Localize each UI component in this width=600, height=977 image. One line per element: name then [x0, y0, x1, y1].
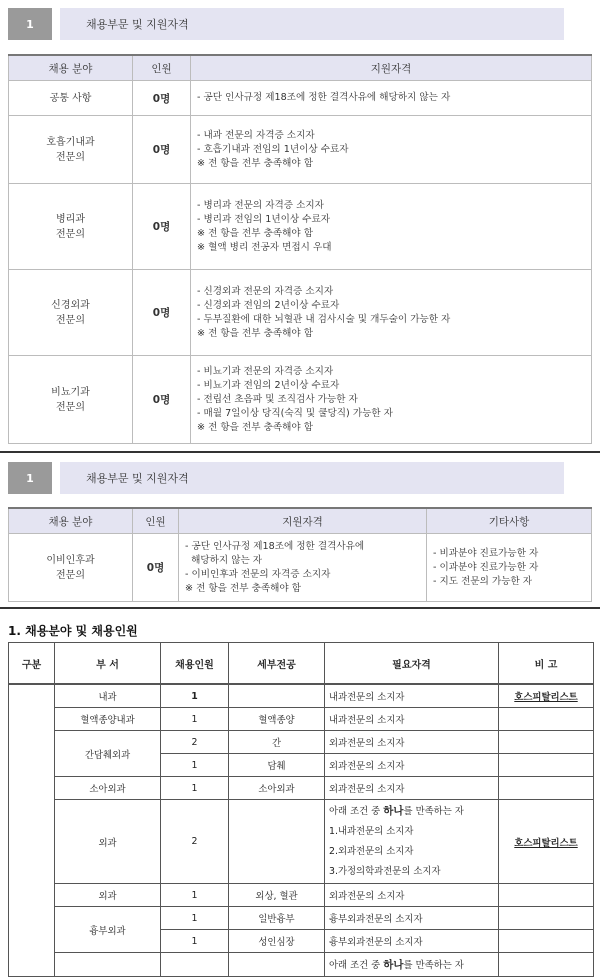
- section2-number: 1: [8, 462, 52, 494]
- section2-table: [8, 507, 592, 602]
- qual-line: 1.내과전문의 소지자: [329, 826, 414, 837]
- section1-table: [8, 54, 592, 444]
- sub-cell: [229, 953, 325, 977]
- table-row: [9, 356, 592, 444]
- note-line: - 이과분야 진료가능한 자: [433, 561, 539, 573]
- qual-emphasis: 하나: [383, 959, 404, 971]
- dept-cell: 혈액종양내과: [55, 708, 161, 731]
- table-row: [9, 800, 594, 884]
- header-field: 채용 분야: [9, 508, 133, 534]
- field-cell: [9, 534, 133, 602]
- section3-title: 1. 채용분야 및 채용인원: [8, 624, 138, 638]
- qual-line: - 병리과 전문의 자격증 소지자: [197, 199, 324, 211]
- table-row: [9, 731, 594, 754]
- qual-line: - 비뇨기과 전임의 2년이상 수료자: [197, 379, 340, 391]
- table-row: [9, 907, 594, 930]
- field-cell: [9, 81, 133, 116]
- count-cell: 0명: [133, 534, 179, 602]
- dept-cell: 내과: [55, 684, 161, 708]
- qual-text: 아래 조건 중: [329, 806, 384, 817]
- header-category: 구분: [9, 643, 55, 685]
- table-row: [9, 684, 594, 708]
- field-cell: [9, 356, 133, 444]
- qual-cell: 내과전문의 소지자: [325, 684, 499, 708]
- count-cell: 2: [161, 731, 229, 754]
- header-count: 인원: [133, 508, 179, 534]
- section1-title: 채용부문 및 지원자격: [60, 8, 564, 40]
- count-cell: 1: [161, 777, 229, 800]
- count-cell: 1: [161, 884, 229, 907]
- qual-cell: [325, 953, 499, 977]
- count-cell: 1: [161, 930, 229, 953]
- dept-cell: 외과: [55, 800, 161, 884]
- field-label: 공통 사항: [49, 92, 92, 104]
- count-cell: 0명: [133, 184, 191, 270]
- qual-line: 3.가정의학과전문의 소지자: [329, 866, 441, 877]
- section1-number: 1: [8, 8, 52, 40]
- qual-line: - 신경외과 전문의 자격증 소지자: [197, 285, 334, 297]
- qual-line: - 매월 7일이상 당직(숙직 및 쿨당직) 가능한 자: [197, 407, 393, 419]
- note-cell: [499, 953, 594, 977]
- header-requirement: 필요자격: [325, 643, 499, 685]
- qual-cell: [179, 534, 427, 602]
- header-qualification: 지원자격: [179, 508, 427, 534]
- field-label: 호흡기내과: [46, 136, 95, 148]
- qual-cell: [325, 800, 499, 884]
- table-row: [9, 270, 592, 356]
- header-department: 부 서: [55, 643, 161, 685]
- field-label: 전문의: [56, 314, 85, 326]
- sub-cell: 담췌: [229, 754, 325, 777]
- sub-cell: [229, 800, 325, 884]
- qual-line: - 호흡기내과 전임의 1년이상 수료자: [197, 143, 349, 155]
- note-cell: [499, 754, 594, 777]
- qual-line: - 두부질환에 대한 뇌혈관 내 검사시술 및 개두술이 가능한 자: [197, 313, 451, 325]
- qual-text: 를 만족하는 자: [403, 960, 464, 971]
- qual-line: ※ 전 항을 전부 충족해야 함: [185, 582, 301, 594]
- header-subspecialty: 세부전공: [229, 643, 325, 685]
- qual-cell: 외과전문의 소지자: [325, 754, 499, 777]
- field-label: 전문의: [56, 228, 85, 240]
- sub-cell: 소아외과: [229, 777, 325, 800]
- note-cell: [499, 708, 594, 731]
- table-row: [9, 81, 592, 116]
- qual-cell: [191, 270, 592, 356]
- note-cell: [499, 884, 594, 907]
- count-cell: 0명: [133, 270, 191, 356]
- count-cell: 0명: [133, 81, 191, 116]
- count-cell: 1: [161, 754, 229, 777]
- qual-line: - 내과 전문의 자격증 소지자: [197, 129, 315, 141]
- field-label: 신경외과: [51, 299, 90, 311]
- qual-line: - 공단 인사규정 제18조에 정한 결격사유에: [185, 540, 365, 552]
- qual-line: - 신경외과 전임의 2년이상 수료자: [197, 299, 340, 311]
- qual-cell: 흉부외과전문의 소지자: [325, 907, 499, 930]
- sub-cell: 간: [229, 731, 325, 754]
- qual-text: 아래 조건 중: [329, 960, 384, 971]
- qual-line: 2.외과전문의 소지자: [329, 846, 414, 857]
- count-cell: 0명: [133, 356, 191, 444]
- qual-line: - 병리과 전임의 1년이상 수료자: [197, 213, 330, 225]
- qual-cell: [191, 356, 592, 444]
- section3-table: [8, 642, 594, 977]
- note-cell: [499, 777, 594, 800]
- table-row: [9, 953, 594, 977]
- qual-line: [329, 801, 497, 822]
- notes-cell: [427, 534, 592, 602]
- note-cell: [499, 731, 594, 754]
- header-count: 인원: [133, 55, 191, 81]
- header-notes: 기타사항: [427, 508, 592, 534]
- table-row: [9, 116, 592, 184]
- note-cell: 호스피탈리스트: [499, 800, 594, 884]
- count-cell: 2: [161, 800, 229, 884]
- field-label: 전문의: [56, 151, 85, 163]
- note-cell: 호스피탈리스트: [499, 684, 594, 708]
- field-cell: [9, 116, 133, 184]
- field-cell: [9, 270, 133, 356]
- sub-cell: [229, 684, 325, 708]
- qual-cell: [191, 184, 592, 270]
- qual-line: - 이비인후과 전문의 자격증 소지자: [185, 568, 331, 580]
- table-row: [9, 184, 592, 270]
- note-cell: [499, 930, 594, 953]
- qual-emphasis: 하나: [383, 805, 404, 817]
- table-row: [9, 708, 594, 731]
- table-row: [9, 884, 594, 907]
- qual-cell: 외과전문의 소지자: [325, 731, 499, 754]
- count-cell: 1: [161, 708, 229, 731]
- qual-line: - 비뇨기과 전문의 자격증 소지자: [197, 365, 334, 377]
- qual-line: - 공단 인사규정 제18조에 정한 결격사유에 해당하지 않는 자: [197, 92, 451, 103]
- qual-cell: [191, 116, 592, 184]
- field-cell: [9, 184, 133, 270]
- note-line: - 비과분야 진료가능한 자: [433, 547, 539, 559]
- sub-cell: 외상, 혈관: [229, 884, 325, 907]
- table-row: [9, 777, 594, 800]
- qual-line: ※ 전 항을 전부 충족해야 함: [197, 327, 313, 339]
- qual-line: 해당하지 않는 자: [185, 554, 263, 566]
- qual-line: ※ 혈액 병리 전공자 면접시 우대: [197, 241, 332, 253]
- section2-title: 채용부문 및 지원자격: [60, 462, 564, 494]
- dept-cell: 흉부외과: [55, 907, 161, 953]
- count-cell: 1: [161, 684, 229, 708]
- qual-cell: 외과전문의 소지자: [325, 884, 499, 907]
- qual-line: ※ 전 항을 전부 충족해야 함: [197, 421, 313, 433]
- qual-line: ※ 전 항을 전부 충족해야 함: [197, 157, 313, 169]
- field-label: 전문의: [56, 401, 85, 413]
- section-divider: [0, 607, 600, 609]
- header-qualification: 지원자격: [191, 55, 592, 81]
- field-label: 병리과: [56, 213, 85, 225]
- qual-cell: 흉부외과전문의 소지자: [325, 930, 499, 953]
- header-field: 채용 분야: [9, 55, 133, 81]
- qual-line: - 전립선 초음파 및 조직검사 가능한 자: [197, 393, 358, 405]
- dept-cell: 소아외과: [55, 777, 161, 800]
- header-remarks: 비 고: [499, 643, 594, 685]
- dept-cell: [55, 953, 161, 977]
- category-cell: [9, 684, 55, 977]
- qual-cell: 내과전문의 소지자: [325, 708, 499, 731]
- dept-cell: 간담췌외과: [55, 731, 161, 777]
- qual-text: 를 만족하는 자: [403, 806, 464, 817]
- count-cell: [161, 953, 229, 977]
- field-label: 전문의: [56, 569, 85, 581]
- count-cell: 1: [161, 907, 229, 930]
- section-divider: [0, 451, 600, 453]
- section1-header: [8, 8, 564, 40]
- qual-cell: [191, 81, 592, 116]
- field-label: 비뇨기과: [51, 386, 90, 398]
- count-cell: 0명: [133, 116, 191, 184]
- sub-cell: 혈액종양: [229, 708, 325, 731]
- qual-line: ※ 전 항을 전부 충족해야 함: [197, 227, 313, 239]
- header-hire-count: 채용인원: [161, 643, 229, 685]
- field-label: 이비인후과: [46, 554, 95, 566]
- table-row: [9, 534, 592, 602]
- qual-cell: 외과전문의 소지자: [325, 777, 499, 800]
- dept-cell: 외과: [55, 884, 161, 907]
- section2-header: [8, 462, 564, 494]
- sub-cell: 성인심장: [229, 930, 325, 953]
- sub-cell: 일반흉부: [229, 907, 325, 930]
- note-line: - 지도 전문의 가능한 자: [433, 575, 533, 587]
- note-cell: [499, 907, 594, 930]
